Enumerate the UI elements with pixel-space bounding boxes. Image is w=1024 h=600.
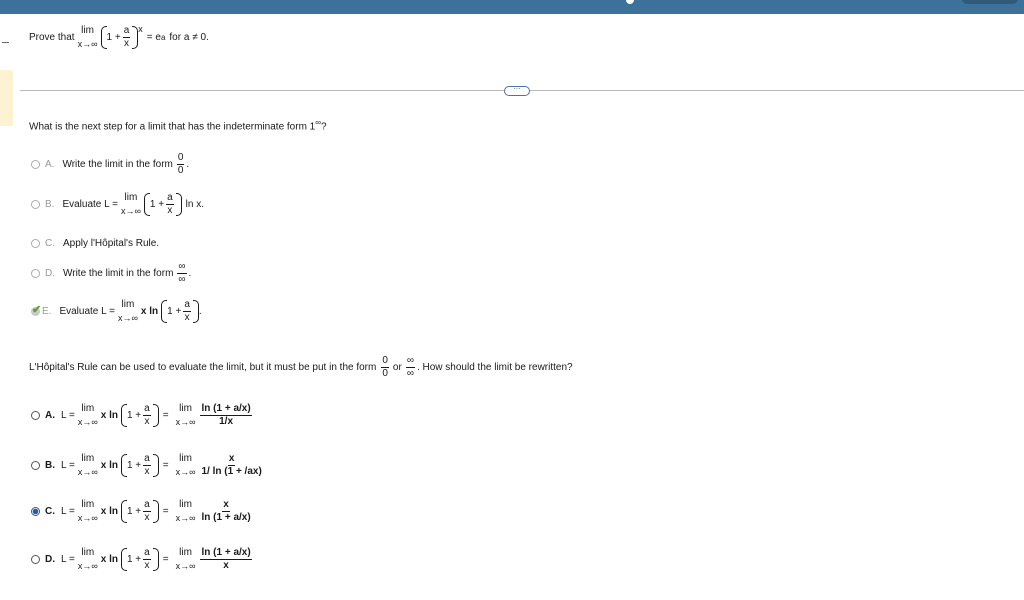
radio-icon[interactable] bbox=[31, 200, 40, 209]
question-2: L'Hôpital's Rule can be used to evaluate the limit, but it must be put in the form $\frac{0}{0}$ or $\frac{\infty}{\infty}$ . How should the limit be rewritten? bbox=[29, 355, 573, 379]
checkmark-icon: ✔ bbox=[32, 304, 42, 316]
radio-icon[interactable] bbox=[31, 239, 40, 248]
limit-operator: lim x→∞ bbox=[77, 25, 98, 49]
highlight-band bbox=[0, 70, 13, 126]
q2-option-c[interactable]: C. L = lim x→∞ x ln 1 + $\frac{a}{x}$ = lim x→∞ $\frac{x}{\ln (1 + a/x)}$ bbox=[31, 500, 254, 523]
q2-option-a[interactable]: A. L = lim x→∞ x ln 1 + $\frac{a}{x}$ = lim x→∞ $\frac{\ln (1 + a/x)}{1/x}$ bbox=[31, 404, 254, 427]
q2-option-b[interactable]: B. L = lim x→∞ x ln 1 + $\frac{a}{x}$ = lim x→∞ $\frac{x}{1/ \ln (1 + /ax)}$ bbox=[31, 454, 265, 477]
radio-selected-icon[interactable] bbox=[31, 507, 40, 516]
q1-option-b[interactable]: B. Evaluate L = lim x→∞ 1 + $\frac{a}{x}$ ln x. bbox=[31, 193, 204, 216]
collapse-handle[interactable] bbox=[2, 42, 9, 43]
q1-option-e[interactable]: ✔ E. Evaluate L = lim x→∞ x ln 1 + $\frac{a}{x}$ . bbox=[32, 299, 202, 323]
radio-icon[interactable] bbox=[31, 269, 40, 278]
q2-option-d[interactable]: D. L = lim x→∞ x ln 1 + $\frac{a}{x}$ = lim x→∞ $\frac{\ln (1 + a/x)}{x}$ bbox=[31, 548, 254, 571]
top-bar bbox=[0, 0, 1024, 14]
radio-icon[interactable] bbox=[31, 160, 40, 169]
q1-option-a[interactable]: A. Write the limit in the form $\frac{0}{0}$ . bbox=[31, 153, 189, 176]
q1-option-d[interactable]: D. Write the limit in the form $\frac{\infty}{\infty}$ . bbox=[31, 262, 191, 285]
radio-icon[interactable] bbox=[31, 555, 40, 564]
more-button[interactable]: ⋯ bbox=[504, 86, 530, 96]
q1-option-c[interactable]: C. Apply l'Hôpital's Rule. bbox=[31, 238, 159, 249]
scroll-indicator bbox=[626, 0, 634, 4]
radio-icon[interactable] bbox=[31, 411, 40, 420]
radio-icon[interactable] bbox=[31, 461, 40, 470]
question-1: What is the next step for a limit that has the indeterminate form 1∞? bbox=[29, 118, 327, 133]
problem-statement: Prove that lim x→∞ 1 + $\frac{a}{x}$ x = e a for a ≠ 0. bbox=[29, 24, 209, 49]
toolbar-button[interactable] bbox=[962, 0, 1018, 4]
